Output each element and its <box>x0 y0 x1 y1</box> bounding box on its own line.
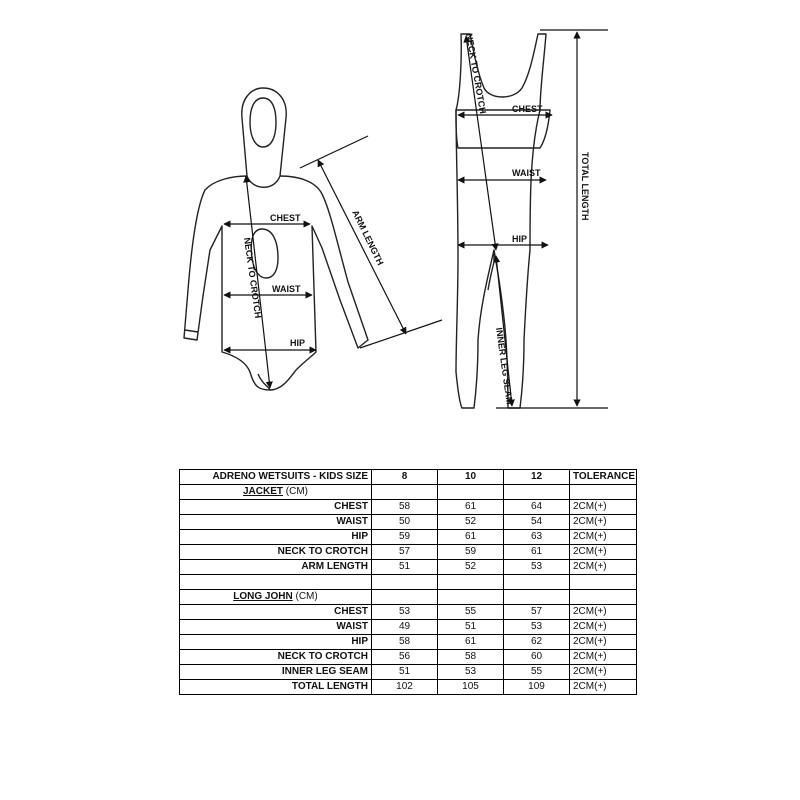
cell-value: 50 <box>372 515 438 530</box>
size-chart-table <box>179 469 637 695</box>
row-label: HIP <box>180 635 372 650</box>
jacket-hood <box>242 88 286 176</box>
cell-value: 60 <box>504 650 570 665</box>
table-row <box>180 620 637 635</box>
cell-value: 102 <box>372 680 438 695</box>
row-label: TOTAL LENGTH <box>180 680 372 695</box>
longjohn-section-row <box>180 590 637 605</box>
cell-value: 51 <box>372 665 438 680</box>
row-label: HIP <box>180 530 372 545</box>
row-label: WAIST <box>180 515 372 530</box>
row-label: ARM LENGTH <box>180 560 372 575</box>
longjohn-label-waist: WAIST <box>512 168 541 178</box>
longjohn-label-inner-leg-seam: INNER LEG SEAM <box>494 326 515 406</box>
row-label: CHEST <box>180 605 372 620</box>
cell-value: 53 <box>372 605 438 620</box>
cell-value: 53 <box>504 560 570 575</box>
table-row <box>180 515 637 530</box>
jacket-body <box>184 176 368 390</box>
table-row <box>180 665 637 680</box>
cell-value: 64 <box>504 500 570 515</box>
table-row <box>180 530 637 545</box>
cell-value: 57 <box>504 605 570 620</box>
cell-value: 63 <box>504 530 570 545</box>
cell-value: 51 <box>438 620 504 635</box>
row-label: CHEST <box>180 500 372 515</box>
size-header-8: 8 <box>372 470 438 485</box>
cell-tolerance: 2CM(+) <box>570 605 637 620</box>
table-row <box>180 680 637 695</box>
jacket-section-title: JACKET <box>242 486 283 497</box>
cell-value: 58 <box>372 500 438 515</box>
cell-value: 58 <box>438 650 504 665</box>
cell-tolerance: 2CM(+) <box>570 665 637 680</box>
cell-value: 56 <box>372 650 438 665</box>
cell-value: 105 <box>438 680 504 695</box>
longjohn-section-unit: (CM) <box>295 591 318 602</box>
jacket-illustration <box>184 88 368 390</box>
cell-value: 55 <box>438 605 504 620</box>
jacket-section-unit: (CM) <box>285 486 308 497</box>
cell-tolerance: 2CM(+) <box>570 530 637 545</box>
cell-value: 62 <box>504 635 570 650</box>
cell-value: 52 <box>438 515 504 530</box>
longjohn-label-neck-to-crotch: NECK TO CROTCH <box>464 32 489 115</box>
cell-value: 61 <box>438 500 504 515</box>
cell-tolerance: 2CM(+) <box>570 560 637 575</box>
cell-value: 109 <box>504 680 570 695</box>
row-label: NECK TO CROTCH <box>180 650 372 665</box>
cell-value: 61 <box>504 545 570 560</box>
jacket-label-arm-length: ARM LENGTH <box>350 208 386 267</box>
cell-tolerance: 2CM(+) <box>570 620 637 635</box>
longjohn-label-hip: HIP <box>512 234 528 244</box>
jacket-section-row <box>180 485 637 500</box>
longjohn-section-title: LONG JOHN <box>233 591 293 602</box>
table-row <box>180 500 637 515</box>
cell-tolerance: 2CM(+) <box>570 650 637 665</box>
table-title: ADRENO WETSUITS - KIDS SIZE <box>180 470 372 485</box>
table-header-row <box>180 470 637 485</box>
cell-value: 54 <box>504 515 570 530</box>
jacket-face-opening <box>250 98 276 147</box>
jacket-arm-ext-top <box>300 136 368 168</box>
tolerance-header: TOLERANCE <box>570 470 637 485</box>
spacer-row <box>180 575 637 590</box>
row-label: INNER LEG SEAM <box>180 665 372 680</box>
cell-value: 51 <box>372 560 438 575</box>
jacket-label-hip: HIP <box>290 338 306 348</box>
row-label: NECK TO CROTCH <box>180 545 372 560</box>
cell-value: 53 <box>504 620 570 635</box>
longjohn-label-chest: CHEST <box>512 104 543 114</box>
table-row <box>180 605 637 620</box>
table-row <box>180 635 637 650</box>
cell-value: 61 <box>438 635 504 650</box>
table-row <box>180 545 637 560</box>
jacket-label-chest: CHEST <box>270 213 301 223</box>
cell-tolerance: 2CM(+) <box>570 515 637 530</box>
table-row <box>180 560 637 575</box>
cell-value: 57 <box>372 545 438 560</box>
jacket-label-waist: WAIST <box>272 284 301 294</box>
cell-value: 55 <box>504 665 570 680</box>
cell-value: 53 <box>438 665 504 680</box>
cell-value: 61 <box>438 530 504 545</box>
cell-tolerance: 2CM(+) <box>570 680 637 695</box>
cell-tolerance: 2CM(+) <box>570 635 637 650</box>
longjohn-label-total-length: TOTAL LENGTH <box>580 152 590 221</box>
size-header-10: 10 <box>438 470 504 485</box>
cell-value: 59 <box>372 530 438 545</box>
cell-value: 59 <box>438 545 504 560</box>
jacket-arm-line <box>318 160 406 334</box>
cell-value: 58 <box>372 635 438 650</box>
cell-tolerance: 2CM(+) <box>570 500 637 515</box>
jacket-measure-lines <box>224 136 442 388</box>
jacket-label-neck-to-crotch: NECK TO CROTCH <box>242 236 264 319</box>
row-label: WAIST <box>180 620 372 635</box>
cell-tolerance: 2CM(+) <box>570 545 637 560</box>
cell-value: 49 <box>372 620 438 635</box>
size-header-12: 12 <box>504 470 570 485</box>
jacket-neckline <box>247 176 280 187</box>
table-row <box>180 650 637 665</box>
cell-value: 52 <box>438 560 504 575</box>
